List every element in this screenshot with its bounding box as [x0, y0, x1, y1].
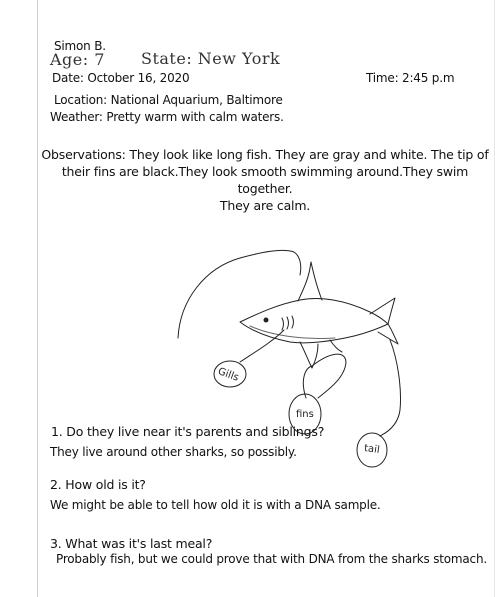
- student-name: Simon B.: [54, 39, 106, 53]
- tail-string: [380, 340, 401, 436]
- gill-slit-2: [287, 317, 289, 329]
- answer-1: They live around other sharks, so possibly.: [50, 445, 297, 459]
- fins-loop: [312, 354, 346, 398]
- answer-2: We might be able to tell how old it is with a DNA sample.: [50, 498, 381, 512]
- gill-slit-3: [292, 316, 294, 328]
- observations-line-2: their fins are black.They look smooth swimming around.They swim together.: [61, 164, 469, 196]
- shark-body: [240, 299, 388, 343]
- answer-3: Probably fish, but we could prove that with DNA from the sharks stomach.: [56, 552, 487, 566]
- gill-slit-1: [282, 318, 284, 330]
- location-field: Location: National Aquarium, Baltimore: [54, 93, 283, 107]
- tail-label: tail: [363, 442, 381, 457]
- outer-loop: [178, 250, 301, 338]
- fins-label: fins: [296, 409, 314, 420]
- weather-field: Weather: Pretty warm with calm waters.: [50, 110, 284, 124]
- fins-string: [303, 366, 312, 398]
- state-field: State: New York: [141, 49, 281, 68]
- time-field: Time: 2:45 p.m: [366, 71, 455, 85]
- pelvic-fin: [330, 340, 342, 352]
- date-field: Date: October 16, 2020: [52, 71, 190, 85]
- gills-label: Gills: [216, 366, 241, 384]
- question-2: 2. How old is it?: [50, 477, 146, 492]
- question-3: 3. What was it's last meal?: [50, 536, 213, 551]
- shark-eye: [264, 318, 268, 322]
- dorsal-fin: [298, 262, 322, 301]
- question-1: 1. Do they live near it's parents and siblings?: [51, 424, 325, 439]
- observations-line-1: Observations: They look like long fish. They are gray and white. The tip of: [41, 147, 489, 162]
- age-field: Age: 7: [50, 50, 105, 69]
- observations-line-3: They are calm.: [219, 198, 311, 213]
